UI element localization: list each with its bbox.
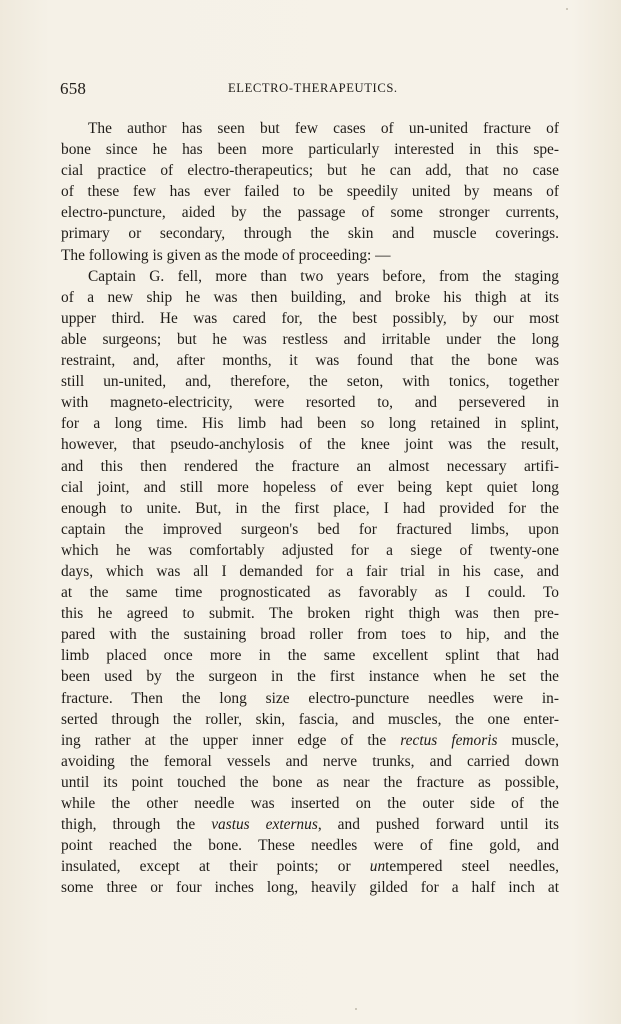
page-header — [60, 79, 560, 99]
text-line: and this then rendered the fracture an almost necessary artifi- — [61, 457, 559, 475]
text-line: The author has seen but few cases of un-united fracture of — [88, 120, 559, 137]
paper-speck — [355, 1008, 357, 1010]
text-line: restraint, and, after months, it was found that the bone was — [61, 352, 559, 370]
text-line: enough to unite. But, in the first place, I had provided for the — [61, 499, 559, 517]
text-line: bone since he has been more particularly interested in this spe- — [61, 141, 559, 159]
text-line: while the other needle was inserted on the outer side of the — [61, 795, 559, 812]
text-line: of a new ship he was then building, and broke his thigh at its — [61, 288, 559, 306]
text-line: pared with the sustaining broad roller from toes to hip, and the — [61, 626, 559, 644]
text-line: for a long time. His limb had been so long retained in splint, — [61, 415, 559, 433]
text-line: which he was comfortably adjusted for a siege of twenty-one — [61, 541, 559, 559]
text-run: muscle, — [497, 731, 559, 749]
body-text — [61, 118, 559, 898]
text-line: with magneto-electricity, were resorted to, and persevered in — [61, 394, 559, 412]
text-line: at the same time prognosticated as favorably as I could. To — [61, 584, 559, 602]
text-line: captain the improved surgeon's bed for fractured limbs, upon — [61, 520, 559, 538]
text-run: insulated, except at their points; or — [61, 858, 370, 876]
text-line: however, that pseudo-anchylosis of the knee joint was the result, — [61, 436, 559, 454]
text-line: point reached the bone. These needles were of fine gold, and — [61, 837, 559, 855]
page-number: 658 — [60, 79, 87, 98]
text-line: primary or secondary, through the skin and muscle coverings. — [61, 225, 559, 243]
text-line — [61, 814, 559, 835]
text-line: upper third. He was cared for, the best possibly, by our most — [61, 309, 559, 327]
text-line: cial practice of electro-therapeutics; but he can add, that no case — [61, 162, 559, 180]
text-line: Captain G. fell, more than two years before, from the staging — [88, 267, 559, 285]
text-line: The following is given as the mode of proceeding: — — [61, 246, 391, 264]
text-line: able surgeons; but he was restless and irritable under the long — [61, 330, 559, 348]
italic-term: rectus femoris — [400, 731, 498, 749]
text-line: electro-puncture, aided by the passage of some stronger currents, — [61, 204, 559, 222]
text-line: avoiding the femoral vessels and nerve trunks, and carried down — [61, 752, 559, 770]
text-run: , and pushed forward until its — [317, 816, 559, 834]
text-line — [61, 856, 559, 877]
italic-term: vastus externus — [211, 816, 318, 834]
text-line: this he agreed to submit. The broken right thigh was then pre- — [61, 605, 559, 623]
text-line — [61, 730, 559, 751]
text-run: tempered steel needles, — [385, 858, 559, 876]
text-run: ing rather at the upper inner edge of the — [61, 731, 401, 749]
paper-speck — [566, 8, 568, 10]
text-line: been used by the surgeon in the first instance when he set the — [61, 668, 559, 686]
running-head: ELECTRO-THERAPEUTICS. — [228, 81, 398, 95]
text-line: fracture. Then the long size electro-puncture needles were in- — [61, 689, 559, 707]
text-line: still un-united, and, therefore, the seton, with tonics, together — [61, 373, 559, 391]
text-line: some three or four inches long, heavily gilded for a half inch at — [61, 879, 559, 897]
text-line: serted through the roller, skin, fascia, and muscles, the one enter- — [61, 710, 559, 728]
text-line: until its point touched the bone as near the fracture as possible, — [61, 773, 559, 791]
text-line: limb placed once more in the same excellent splint that had — [61, 647, 559, 665]
text-line: of these few has ever failed to be speedily united by means of — [61, 183, 559, 201]
text-run: thigh, through the — [61, 816, 212, 834]
text-line: cial joint, and still more hopeless of ever being kept quiet long — [61, 478, 559, 496]
italic-term: un — [369, 858, 386, 876]
text-line: days, which was all I demanded for a fair trial in his case, and — [61, 562, 559, 580]
